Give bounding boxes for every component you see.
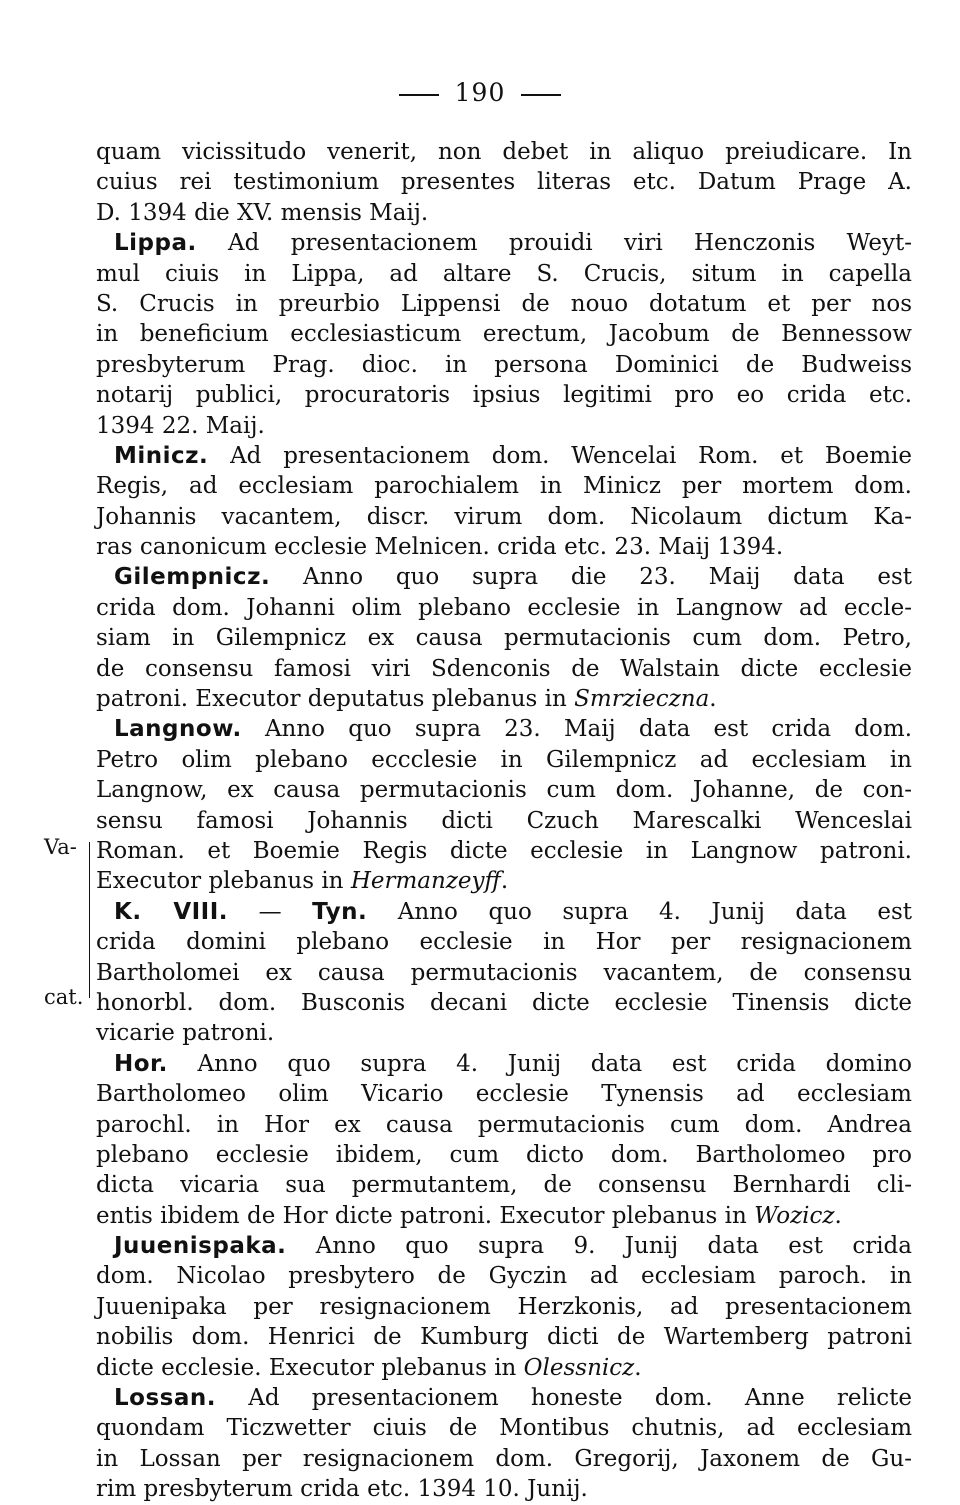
text-line: ras canonicum ecclesie Melnicen. crida etc. 23. Maij 1394. xyxy=(96,534,784,561)
entry-heading-tyn-prefix: K. VIII. xyxy=(114,898,229,925)
entry-heading-juuenispaka: Juuenispaka. xyxy=(114,1233,287,1260)
text-line: cuius rei testimonium presentes literas etc. Datum Prage A. xyxy=(96,169,912,196)
text-line: Petro olim plebano eccclesie in Gilempnicz ad ecclesiam in xyxy=(96,746,912,773)
text-line: mul ciuis in Lippa, ad altare S. Crucis, situm in capella xyxy=(96,260,912,287)
punctuation: . xyxy=(709,686,717,713)
punctuation: . xyxy=(634,1354,642,1381)
entry-juuenispaka-first-line xyxy=(96,1231,912,1261)
text-line: Anno quo supra 4. Junij data est crida domino xyxy=(167,1050,912,1077)
text-line: dom. Nicolao presbytero de Gyczin ad ecclesiam paroch. in xyxy=(96,1263,912,1290)
entry-heading-lippa: Lippa. xyxy=(114,230,197,257)
entry-gilempnicz-last-line xyxy=(96,684,912,714)
text-line: 1394 22. Maij. xyxy=(96,412,265,439)
text-line: quam vicissitudo venerit, non debet in aliquo preiudicare. In xyxy=(96,139,912,165)
text-line: Ad presentacionem dom. Wencelai Rom. et Boemie xyxy=(208,442,912,469)
punctuation: . xyxy=(500,868,509,895)
entry-heading-lossan: Lossan. xyxy=(114,1385,216,1412)
text-line: dicte ecclesie. Executor plebanus in xyxy=(96,1354,524,1381)
text-line: rim presbyterum crida etc. 1394 10. Junij. xyxy=(96,1476,588,1503)
entry-heading-langnow: Langnow. xyxy=(114,716,242,743)
entry-heading-hor: Hor. xyxy=(114,1050,168,1077)
text-line: entis ibidem de Hor dicte patroni. Executor plebanus in xyxy=(96,1202,755,1229)
margin-note-va: Va- xyxy=(44,835,77,859)
text-line: parochl. in Hor ex causa permutacionis cum dom. Andrea xyxy=(96,1111,912,1138)
text-line: vicarie patroni. xyxy=(96,1020,275,1047)
text-line: dicta vicaria sua permutantem, de consensu Bernhardi cli- xyxy=(96,1172,912,1199)
entry-lossan-first-line xyxy=(96,1383,912,1413)
text-line: Johannis vacantem, discr. virum dom. Nicolaum dictum Ka- xyxy=(96,503,912,530)
margin-bracket-rule xyxy=(89,842,90,998)
entry-juuenispaka-last-line xyxy=(96,1353,912,1383)
text-line: S. Crucis in preurbio Lippensi de nouo dotatum et per nos xyxy=(96,290,912,317)
text-line: in beneficium ecclesiasticum erectum, Jacobum de Bennessow xyxy=(96,321,912,348)
page-number-value: 190 xyxy=(454,78,506,107)
text-line: crida domini plebano ecclesie in Hor per resignacionem xyxy=(96,929,912,956)
entry-langnow-first-line xyxy=(96,714,912,744)
text-line: siam in Gilempnicz ex causa permutacionis cum dom. Petro, xyxy=(96,625,912,652)
entry-heading-minicz: Minicz. xyxy=(114,442,209,469)
text-line: crida dom. Johanni olim plebano ecclesie in Langnow ad eccle- xyxy=(96,594,912,621)
text-line: quondam Ticzwetter ciuis de Montibus chutnis, ad ecclesiam xyxy=(96,1415,912,1442)
text-line: plebano ecclesie ibidem, cum dicto dom. Bartholomeo pro xyxy=(96,1141,912,1168)
text-line: Roman. et Boemie Regis dicte ecclesie in Langnow patroni. xyxy=(96,837,912,864)
text-line: Bartholomei ex causa permutacionis vacantem, de consensu xyxy=(96,959,912,986)
text-line: Anno quo supra 4. Junij data est xyxy=(367,898,912,925)
margin-note-cat: cat. xyxy=(44,985,84,1009)
place-name-italic: Hermanzeyff xyxy=(350,868,501,895)
text-line: Langnow, ex causa permutacionis cum dom. Johanne, de con- xyxy=(96,777,912,804)
heading-dash: — xyxy=(228,898,313,925)
entry-langnow-last-line xyxy=(96,866,912,896)
text-line: Anno quo supra die 23. Maij data est xyxy=(270,564,912,591)
entry-hor-last-line xyxy=(96,1201,912,1231)
entry-lippa-first-line xyxy=(96,228,912,258)
entry-tyn-first-line xyxy=(96,897,912,927)
text-line: de consensu famosi viri Sdenconis de Walstain dicte ecclesie xyxy=(96,655,912,682)
text-line: notarij publici, procuratoris ipsius legitimi pro eo crida etc. xyxy=(96,382,912,409)
text-line: Ad presentacionem prouidi viri Henczonis Weyt- xyxy=(196,230,912,257)
text-line: in Lossan per resignacionem dom. Gregorij, Jaxonem de Gu- xyxy=(96,1445,912,1472)
punctuation: . xyxy=(834,1202,842,1229)
text-line: Anno quo supra 23. Maij data est crida dom. xyxy=(241,716,912,743)
text-line: presbyterum Prag. dioc. in persona Dominici de Budweiss xyxy=(96,351,912,378)
place-name-italic: Smrzieczna xyxy=(574,686,710,713)
page-number-dash-right xyxy=(521,94,561,96)
text-line: Juuenipaka per resignacionem Herzkonis, ad presentacionem xyxy=(96,1293,912,1320)
text-line: Regis, ad ecclesiam parochialem in Minicz per mortem dom. xyxy=(96,473,912,500)
place-name-italic: Olessnicz xyxy=(523,1354,635,1381)
entry-hor-first-line xyxy=(96,1049,912,1079)
text-line: Executor plebanus in xyxy=(96,868,351,895)
entry-heading-tyn: Tyn. xyxy=(312,898,368,925)
text-line: D. 1394 die XV. mensis Maij. xyxy=(96,199,429,226)
text-line: Anno quo supra 9. Junij data est crida xyxy=(286,1233,912,1260)
text-line: patroni. Executor deputatus plebanus in xyxy=(96,686,575,713)
main-text xyxy=(96,137,912,1505)
place-name-italic: Wozicz xyxy=(754,1202,835,1229)
page-number-dash-left xyxy=(399,94,439,96)
entry-minicz-first-line xyxy=(96,441,912,471)
text-line: sensu famosi Johannis dicti Czuch Marescalki Wenceslai xyxy=(96,807,912,834)
text-line: nobilis dom. Henrici de Kumburg dicti de Wartemberg patroni xyxy=(96,1324,912,1351)
text-line: Ad presentacionem honeste dom. Anne relicte xyxy=(215,1385,912,1412)
text-line: Bartholomeo olim Vicario ecclesie Tynensis ad ecclesiam xyxy=(96,1081,912,1108)
entry-heading-gilempnicz: Gilempnicz. xyxy=(114,564,271,591)
text-line: honorbl. dom. Busconis decani dicte ecclesie Tinensis dicte xyxy=(96,989,912,1016)
entry-gilempnicz-first-line xyxy=(96,562,912,592)
page-number xyxy=(0,78,960,107)
